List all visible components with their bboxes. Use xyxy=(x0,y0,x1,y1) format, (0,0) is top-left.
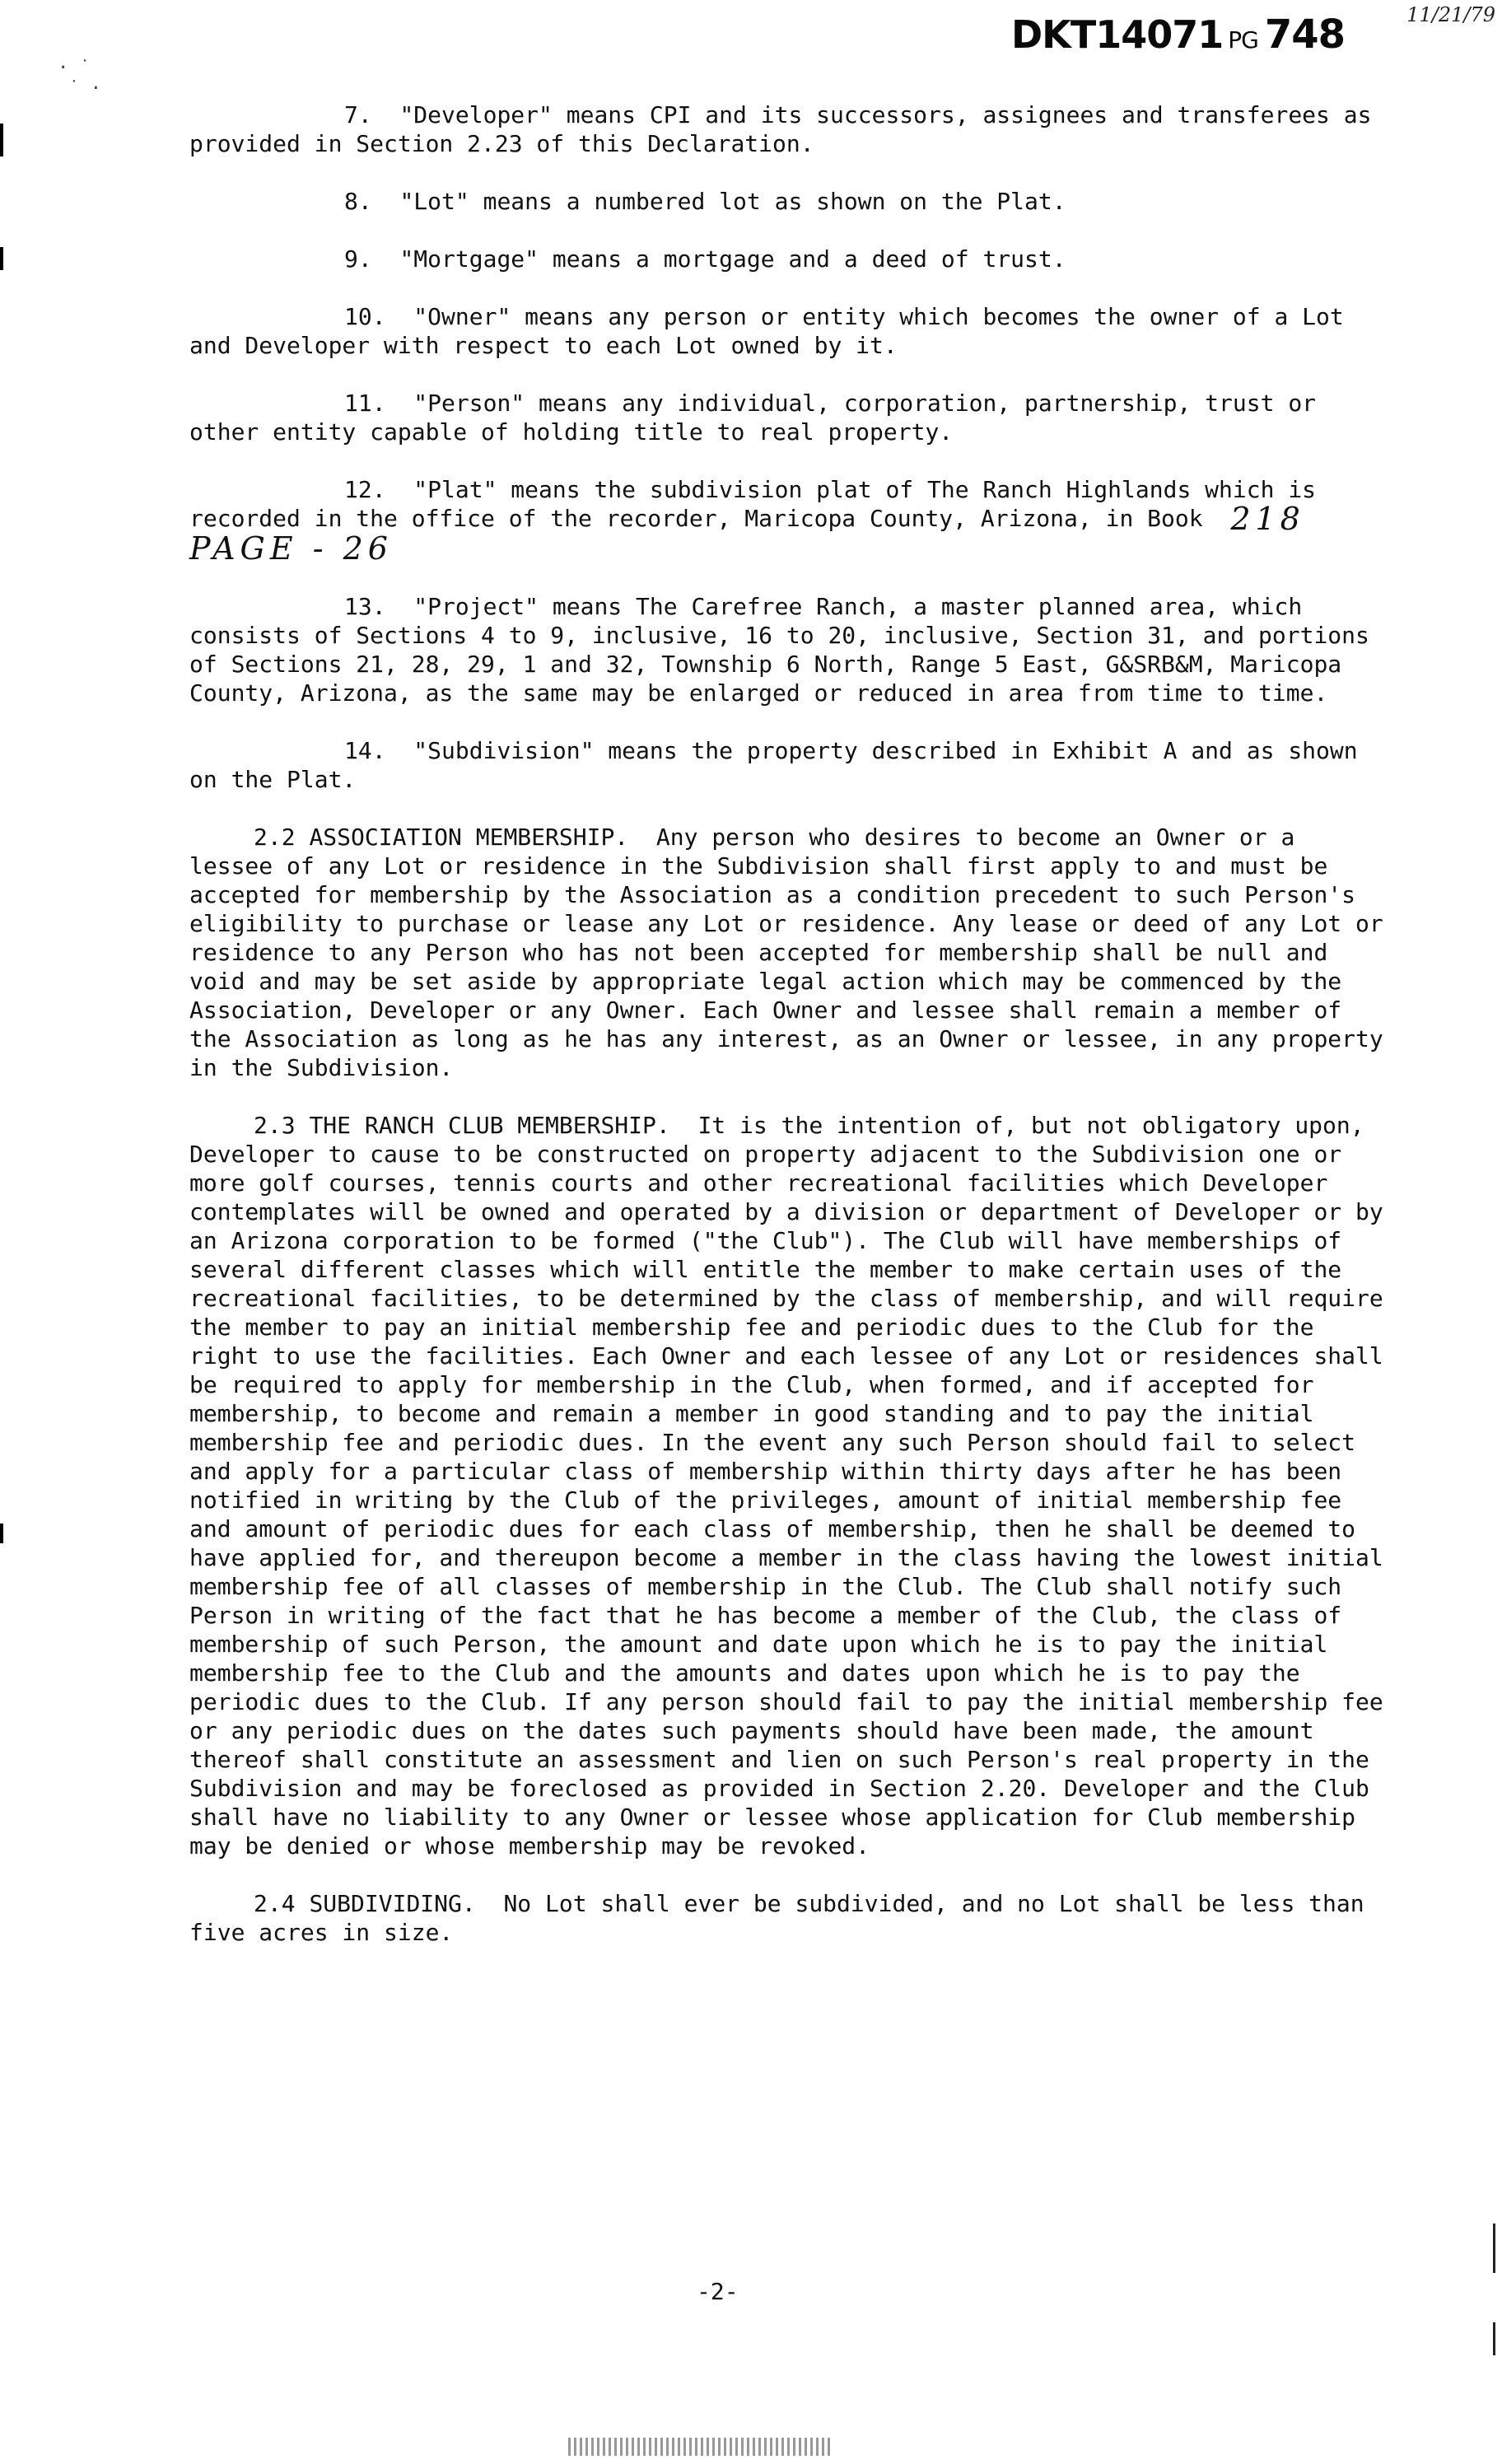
definition-number: 11. xyxy=(344,390,386,417)
section-heading: THE RANCH CLUB MEMBERSHIP. xyxy=(309,1112,670,1139)
docket-stamp xyxy=(1011,12,1345,58)
definition-8 xyxy=(189,187,1392,216)
page-number: -2- xyxy=(697,2278,739,2305)
definition-text: "Project" means The Carefree Ranch, a master planned area, which consists of Sections 4 to 9, inclusive, 16 to 20, inclusive, Section 31, and portions of Sections 21, 28, 29, 1 and 32, Township 6 North, Range 5 East, G&SRB&M, Maricopa County, Arizona, as the same may be enlarged or reduced in area from time to time. xyxy=(189,593,1383,707)
section-number: 2.2 xyxy=(254,824,296,851)
scan-specks: · ˙ ˙ · xyxy=(58,58,101,99)
section-2-4 xyxy=(189,1889,1392,1947)
definition-number: 14. xyxy=(344,737,386,764)
definition-number: 12. xyxy=(344,476,386,503)
docket-prefix: DKT xyxy=(1011,12,1096,57)
section-text: It is the intention of, but not obligatory upon, Developer to cause to be constructed on property adjacent to the Subdivision one or more golf courses, tennis courts and other recreational facilities which Developer contemplates will be owned and operated by a division or department of Developer or by an Arizona corporation to be formed ("the Club"). The Club will have memberships of several different classes which will entitle the member to make certain uses of the recreational facilities, to be determined by the class of membership, and will require the member to pay an initial membership fee and periodic dues to the Club for the right to use the facilities. Each Owner and each lessee of any Lot or residences shall be required to apply for membership in the Club, when formed, and if accepted for membership, to become and remain a member in good standing and to pay the initial membership fee and periodic dues. In the event any such Person should fail to select and apply for a particular class of membership within thirty days after he has been notified in writing by the Club of the privileges, amount of initial membership fee and amount of periodic dues for each class of membership, then he shall be deemed to have applied for, and thereupon become a member in the class having the lowest initial membership fee of all classes of membership in the Club. The Club shall notify such Person in writing of the fact that he has become a member of the Club, the class of membership of such Person, the amount and date upon which he is to pay the initial membership fee to the Club and the amounts and dates upon which he is to pay the periodic dues to the Club. If any person should fail to pay the initial membership fee or any periodic dues on the dates such payments should have been made, the amount thereof shall constitute an assessment and lien on such Person's real property in the Subdivision and may be foreclosed as provided in Section 2.20. Developer and the Club shall have no liability to any Owner or lessee whose application for Club membership may be denied or whose membership may be revoked. xyxy=(189,1112,1397,1860)
definition-text: "Subdivision" means the property described in Exhibit A and as shown on the Plat. xyxy=(189,737,1372,793)
handwritten-book-page: 218 PAGE - 26 xyxy=(189,501,1320,567)
definition-10 xyxy=(189,302,1392,360)
handwritten-date: 11/21/79 xyxy=(1406,3,1495,26)
section-number: 2.4 xyxy=(254,1890,296,1917)
page-prefix: PG xyxy=(1228,26,1258,54)
definition-text: "Owner" means any person or entity which becomes the owner of a Lot and Developer with respect to each Lot owned by it. xyxy=(189,303,1358,359)
definition-9 xyxy=(189,245,1392,273)
stamp-page-number: 748 xyxy=(1264,12,1346,58)
section-2-3 xyxy=(189,1111,1397,1860)
scan-edge-mark xyxy=(0,247,3,270)
definition-text: "Plat" means the subdivision plat of The Ranch Highlands which is recorded in the office of the recorder, Maricopa County, Arizona, in Book xyxy=(189,476,1330,532)
definition-number: 9. xyxy=(344,245,372,273)
document-body xyxy=(189,100,1397,1976)
definition-number: 8. xyxy=(344,188,372,215)
section-2-2 xyxy=(189,823,1397,1082)
section-text: No Lot shall ever be subdivided, and no Lot shall be less than five acres in size. xyxy=(189,1890,1378,1946)
definition-7 xyxy=(189,100,1392,158)
definition-14 xyxy=(189,736,1392,794)
section-text: Any person who desires to become an Owner or a lessee of any Lot or residence in the Subdivision shall first apply to and must be accepted for membership by the Association as a condition precedent to such Person's eligibility to purchase or lease any Lot or residence. Any lease or deed of any Lot or residence to any Person who has not been accepted for membership shall be null and void and may be set aside by appropriate legal action which may be commenced by the Association, Developer or any Owner. Each Owner and lessee shall remain a member of the Association as long as he has any interest, as an Owner or lessee, in any property in the Subdivision. xyxy=(189,824,1397,1081)
section-heading: ASSOCIATION MEMBERSHIP. xyxy=(309,824,629,851)
scan-noise xyxy=(568,2438,832,2456)
definition-11 xyxy=(189,389,1392,446)
scan-edge-mark xyxy=(1493,2322,1495,2355)
definition-number: 7. xyxy=(344,101,372,128)
docket-number: 14071 xyxy=(1095,12,1224,57)
scan-edge-mark xyxy=(1493,2224,1495,2273)
section-number: 2.3 xyxy=(254,1112,296,1139)
scan-edge-mark xyxy=(0,124,3,156)
section-heading: SUBDIVIDING. xyxy=(309,1890,476,1917)
definition-13 xyxy=(189,592,1392,707)
definition-text: "Mortgage" means a mortgage and a deed of trust. xyxy=(399,245,1066,273)
definition-text: "Lot" means a numbered lot as shown on the Plat. xyxy=(399,188,1066,215)
definition-12 xyxy=(189,475,1392,567)
definition-number: 13. xyxy=(344,593,386,620)
scan-edge-mark xyxy=(0,1524,3,1543)
definition-text: "Person" means any individual, corporation, partnership, trust or other entity capable of holding title to real property. xyxy=(189,390,1330,446)
definition-number: 10. xyxy=(344,303,386,330)
definition-text: "Developer" means CPI and its successors, assignees and transferees as provided in Section 2.23 of this Declaration. xyxy=(189,101,1386,157)
